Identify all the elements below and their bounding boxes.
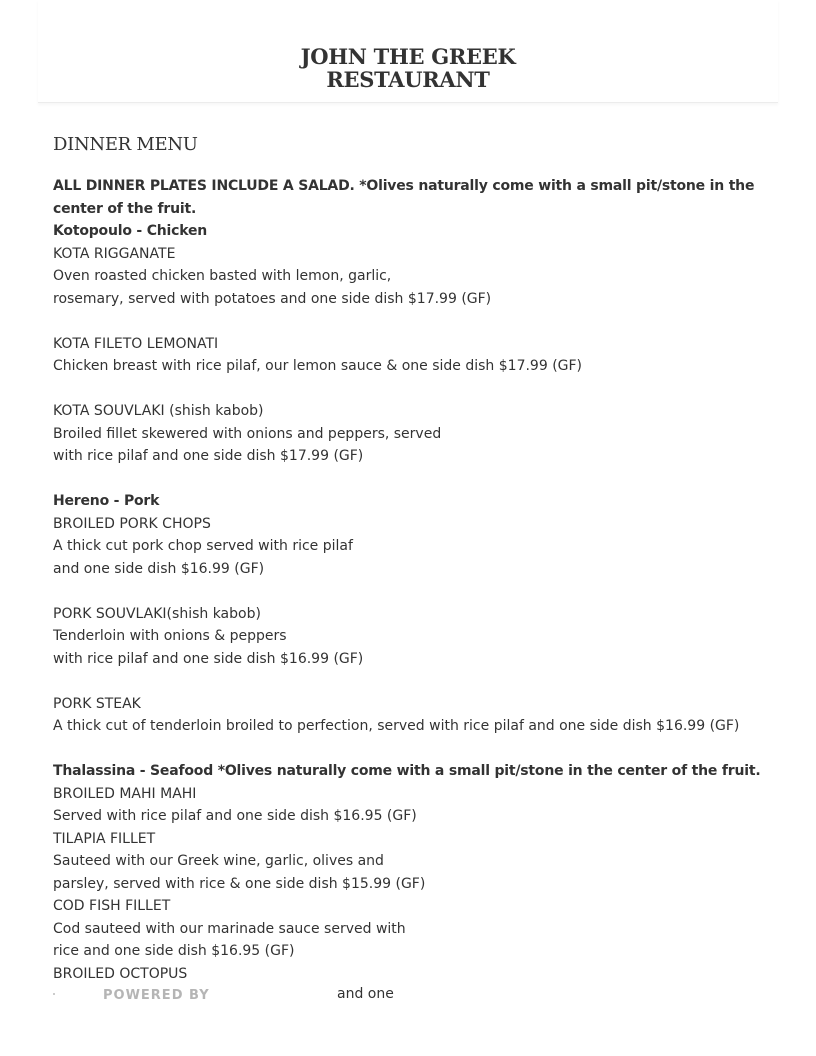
item-description: A thick cut of tenderloin broiled to perfection, served with rice pilaf and one side dish $16.99 (GF) xyxy=(53,718,740,734)
truncated-description-fragment: and one xyxy=(337,986,394,1002)
item-name: BROILED OCTOPUS xyxy=(53,965,188,982)
item-name: KOTA SOUVLAKI (shish kabob) xyxy=(53,403,264,419)
item-name: PORK SOUVLAKI(shish kabob) xyxy=(53,605,261,622)
item-description: A thick cut pork chop served with rice pilaf xyxy=(53,538,353,554)
item-description: Chicken breast with rice pilaf, our lemon sauce & one side dish $17.99 (GF) xyxy=(53,358,583,374)
footer-mark xyxy=(53,993,55,995)
item-description: rice and one side dish $16.95 (GF) xyxy=(53,943,295,959)
menu-heading: DINNER MENU xyxy=(53,134,198,155)
item-description: Broiled fillet skewered with onions and peppers, served xyxy=(53,425,442,442)
restaurant-header xyxy=(38,0,778,103)
item-name: TILAPIA FILLET xyxy=(53,830,156,847)
item-description: and one side dish $16.99 (GF) xyxy=(53,560,265,577)
category-seafood: Thalassina - Seafood *Olives naturally come with a small pit/stone in the center of the fruit. xyxy=(53,763,761,779)
category-chicken: Kotopoulo - Chicken xyxy=(53,223,208,239)
spacer xyxy=(53,378,773,401)
item-description: with rice pilaf and one side dish $17.99 (GF) xyxy=(53,448,364,464)
spacer xyxy=(53,670,773,693)
restaurant-name xyxy=(38,45,778,91)
spacer xyxy=(53,310,773,333)
item-description: Served with rice pilaf and one side dish $16.95 (GF) xyxy=(53,808,417,824)
item-name: BROILED PORK CHOPS xyxy=(53,515,211,532)
spacer xyxy=(53,738,773,761)
item-name: COD FISH FILLET xyxy=(53,898,171,914)
item-description: Cod sauteed with our marinade sauce served with xyxy=(53,920,406,937)
item-description: Oven roasted chicken basted with lemon, garlic, xyxy=(53,268,392,284)
item-description: Sauteed with our Greek wine, garlic, olives and xyxy=(53,853,384,869)
item-name: KOTA RIGGANATE xyxy=(53,245,176,262)
restaurant-name-line-1: JOHN THE GREEK xyxy=(300,44,516,69)
item-description: parsley, served with rice & one side dish $15.99 (GF) xyxy=(53,875,426,892)
item-name: PORK STEAK xyxy=(53,695,141,712)
menu-content xyxy=(53,175,773,982)
spacer xyxy=(53,580,773,603)
powered-by-footer xyxy=(53,983,773,1011)
menu-intro: ALL DINNER PLATES INCLUDE A SALAD. *Olives naturally come with a small pit/stone in the center of the fruit. xyxy=(53,178,755,217)
restaurant-name-line-2: RESTAURANT xyxy=(326,67,490,92)
category-pork: Hereno - Pork xyxy=(53,493,160,509)
item-name: KOTA FILETO LEMONATI xyxy=(53,335,219,352)
item-description: with rice pilaf and one side dish $16.99 (GF) xyxy=(53,650,364,667)
item-name: BROILED MAHI MAHI xyxy=(53,785,197,802)
powered-by-label[interactable]: POWERED BY xyxy=(103,988,210,1003)
spacer xyxy=(53,468,773,491)
item-description: rosemary, served with potatoes and one side dish $17.99 (GF) xyxy=(53,290,492,307)
item-description: Tenderloin with onions & peppers xyxy=(53,628,287,644)
